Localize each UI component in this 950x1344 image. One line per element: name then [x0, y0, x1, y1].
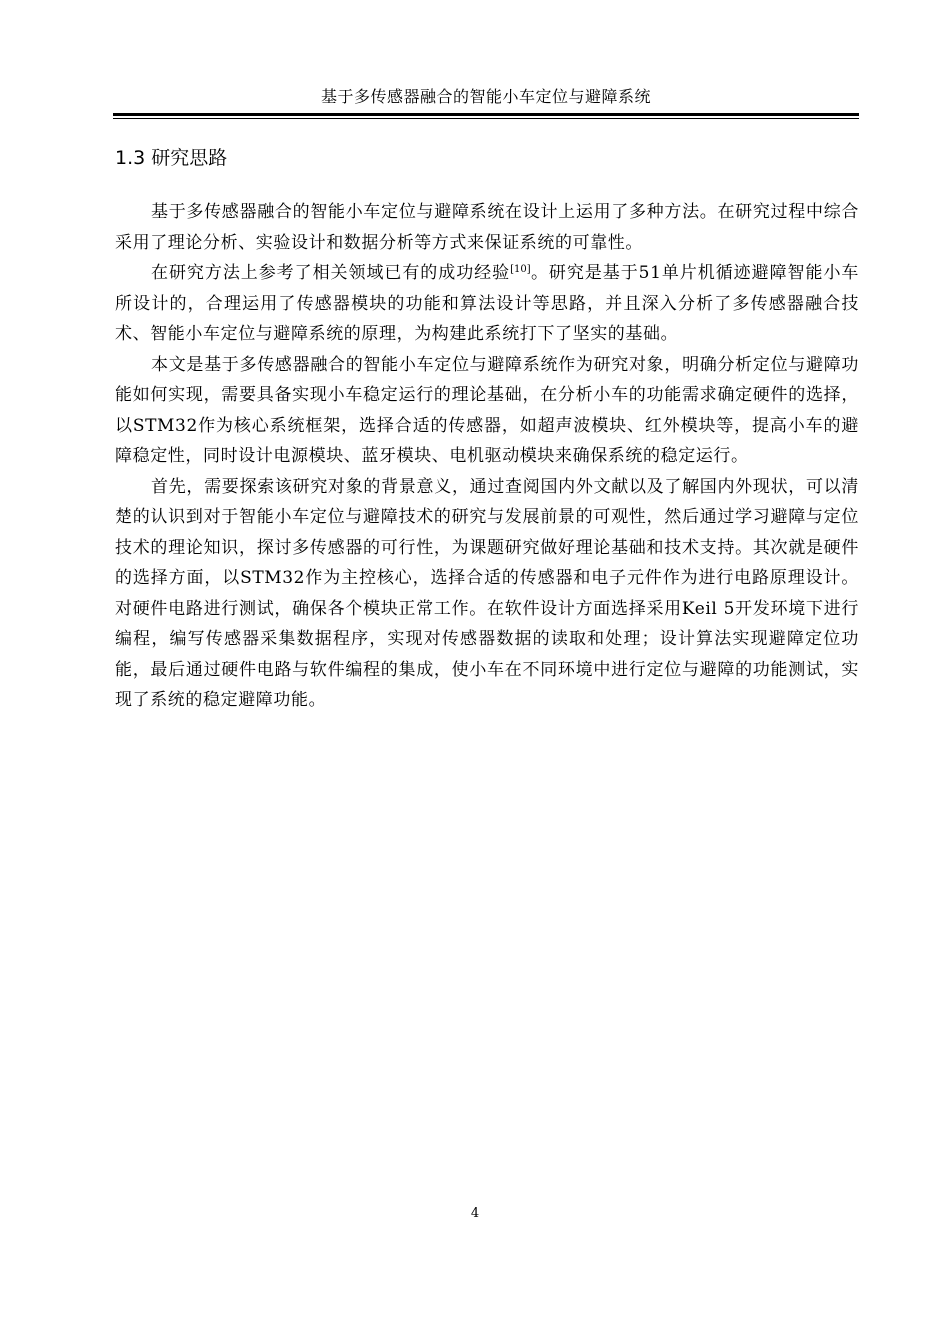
page-number: 4: [470, 1206, 480, 1221]
citation-ref: [10]: [510, 264, 531, 275]
running-header: 基于多传感器融合的智能小车定位与避障系统: [320, 87, 651, 106]
paragraph-3: 本文是基于多传感器融合的智能小车定位与避障系统作为研究对象，明确分析定位与避障功能如何实现，需要具备实现小车稳定运行的理论基础，在分析小车的功能需求确定硬件的选择，以STM32作为核心系统框架，选择合适的传感器，如超声波模块、红外模块等，提高小车的避障稳定性，同时设计电源模块、蓝牙模块、电机驱动模块来确保系统的稳定运行。: [115, 354, 859, 466]
paragraph-4: 首先，需要探索该研究对象的背景意义，通过查阅国内外文献以及了解国内外现状，可以清楚的认识到对于智能小车定位与避障技术的研究与发展前景的可观性，然后通过学习避障与定位技术的理论知识，探讨多传感器的可行性，为课题研究做好理论基础和技术支持。其次就是硬件的选择方面，以STM32作为主控核心，选择合适的传感器和电子元件作为进行电路原理设计。对硬件电路进行测试，确保各个模块正常工作。在软件设计方面选择采用Keil 5开发环境下进行编程，编写传感器采集数据程序，实现对传感器数据的读取和处理；设计算法实现避障定位功能，最后通过硬件电路与软件编程的集成，使小车在不同环境中进行定位与避障的功能测试，实现了系统的稳定避障功能。: [115, 476, 859, 710]
paragraph-2-text-b: 。研究是基于51单片机循迹避障智能小车所设计的，合理运用了传感器模块的功能和算法设计等思路，并且深入分析了多传感器融合技术、智能小车定位与避障系统的原理，为构建此系统打下了坚实的基础。: [115, 263, 860, 344]
paragraph-2: [115, 258, 859, 350]
paragraph-1: 基于多传感器融合的智能小车定位与避障系统在设计上运用了多种方法。在研究过程中综合采用了理论分析、实验设计和数据分析等方式来保证系统的可靠性。: [115, 202, 859, 253]
paragraph-2-text-a: 在研究方法上参考了相关领域已有的成功经验: [151, 263, 511, 283]
header-rule-thick: [113, 113, 859, 116]
body-text: [115, 197, 859, 716]
header-rule-thin: [113, 118, 859, 119]
section-title: 1.3 研究思路: [115, 147, 228, 169]
